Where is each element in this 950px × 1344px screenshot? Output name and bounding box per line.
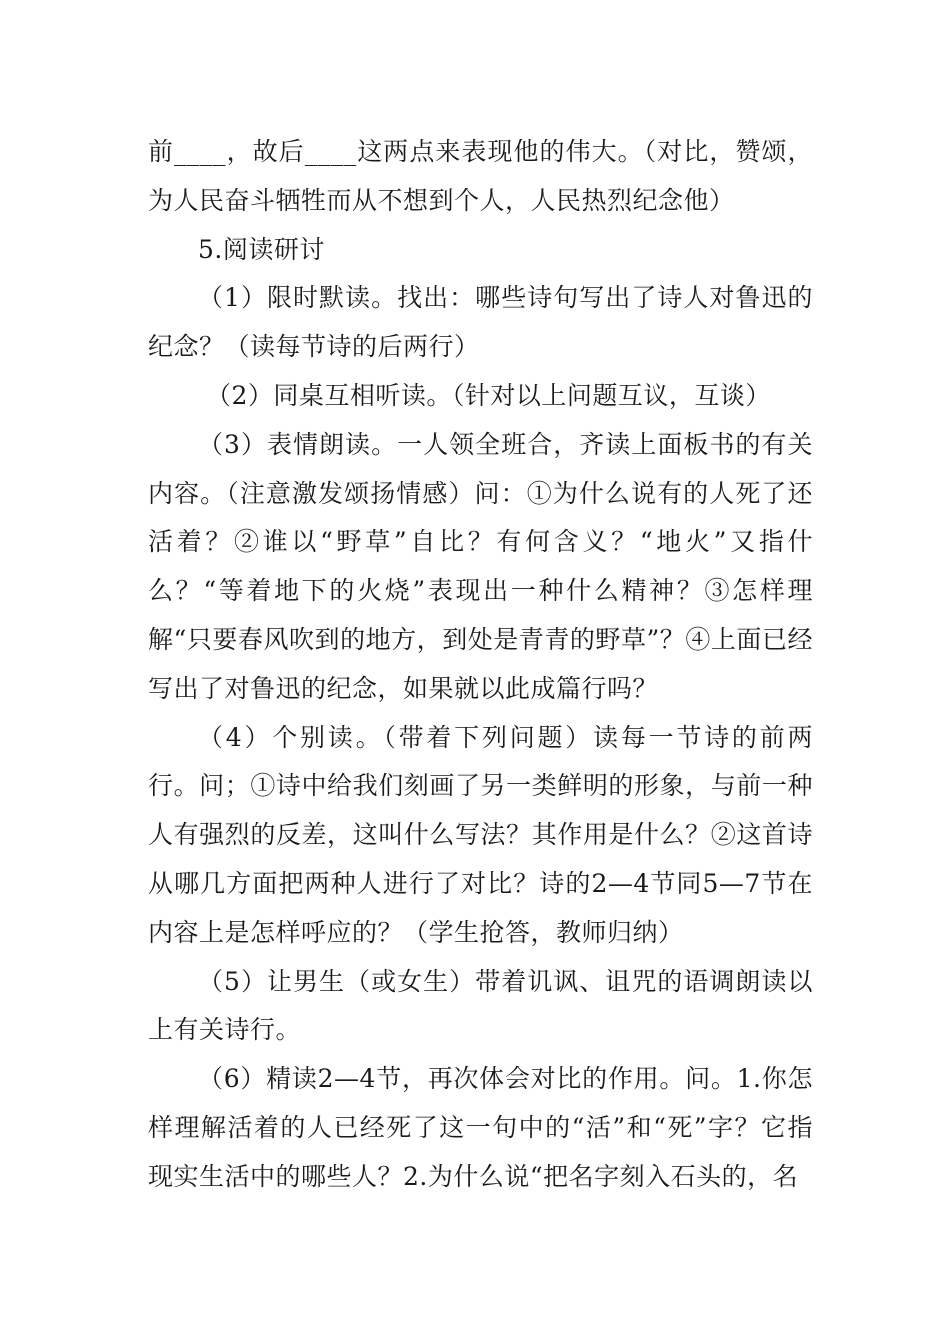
paragraph-fill-blank-answer: 前____，故后____这两点来表现他的伟大。（对比，赞颂，为人民奋斗牺牲而从不想到个人，人民热烈纪念他） [148, 137, 813, 215]
paragraph-step-2: （2）同桌互相听读。（针对以上问题互议，互谈） [206, 380, 771, 410]
paragraph-step-5: （5）让男生（或女生）带着讥讽、诅咒的语调朗读以上有关诗行。 [148, 966, 813, 1045]
paragraph-step-4: （4）个别读。（带着下列问题）读每一节诗的前两行。问；①诗中给我们刻画了另一类鲜明的形象，与前一种人有强烈的反差，这叫什么写法？其作用是什么？②这首诗从哪几方面把两种人进行了对比？诗的2—4节同5—7节在内容上是怎样呼应的？（学生抢答，教师归纳） [148, 722, 813, 947]
paragraph-step-3: （3）表情朗读。一人领全班合，齐读上面板书的有关内容。（注意激发颂扬情感）问：①为什么说有的人死了还活着？②谁以“野草”自比？有何含义？“地火”又指什么？“等着地下的火烧”表现出一种什么精神？③怎样理解“只要春风吹到的地方，到处是青青的野草”？④上面已经写出了对鲁迅的纪念，如果就以此成篇行吗？ [148, 429, 813, 703]
paragraph-step-6: （6）精读2—4节，再次体会对比的作用。问。1.你怎样理解活着的人已经死了这一句中的“活”和“死”字？它指现实生活中的哪些人？2.为什么说“把名字刻入石头的，名 [148, 1064, 813, 1191]
paragraph-step-1: （1）限时默读。找出：哪些诗句写出了诗人对鲁迅的纪念？（读每节诗的后两行） [148, 283, 813, 362]
document-body [148, 128, 813, 1202]
section-heading-reading-discussion: 5.阅读研讨 [198, 234, 325, 264]
